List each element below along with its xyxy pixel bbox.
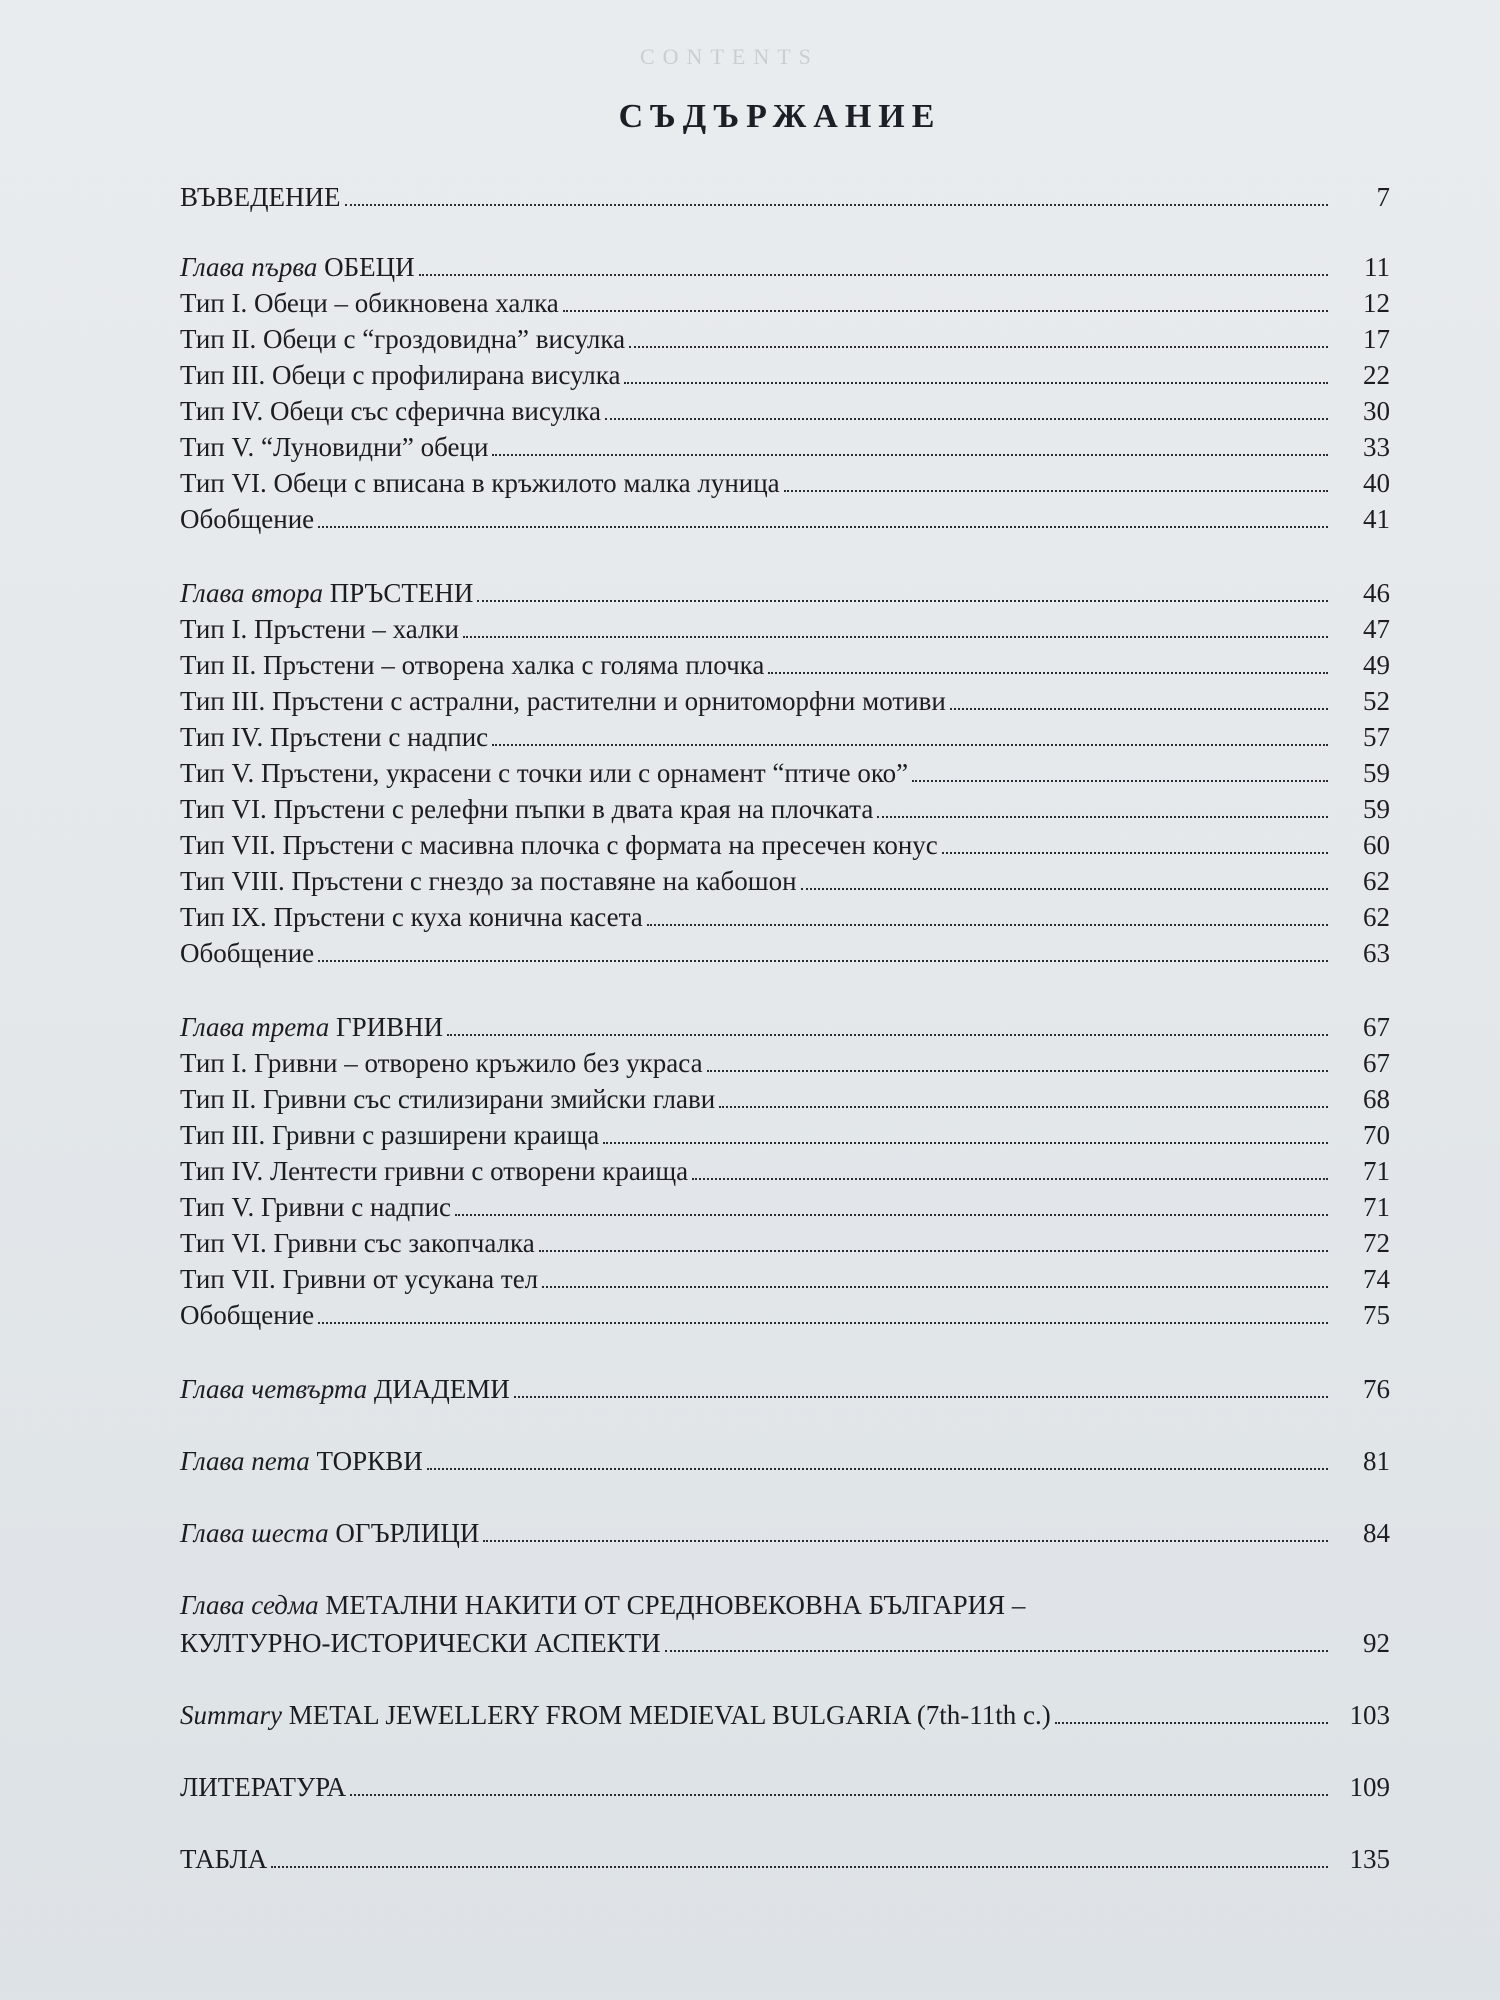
toc-entry: Тип VII. Гривни от усукана тел 74	[180, 1264, 1390, 1294]
page-number: 52	[1363, 686, 1390, 716]
toc-entry: Глава четвърта ДИАДЕМИ 76	[180, 1374, 1390, 1404]
page-number: 67	[1363, 1012, 1390, 1042]
page-number: 72	[1363, 1228, 1390, 1258]
toc-entry: Тип III. Гривни с разширени краища 70	[180, 1120, 1390, 1150]
page-number: 84	[1363, 1518, 1390, 1548]
toc-entry: Тип VII. Пръстени с масивна плочка с формата на пресечен конус 60	[180, 830, 1390, 860]
toc-entry: Тип V. Гривни с надпис 71	[180, 1192, 1390, 1222]
toc-entry: Обобщение 75	[180, 1300, 1390, 1330]
page-number: 76	[1363, 1374, 1390, 1404]
page-number: 22	[1363, 360, 1390, 390]
page-number: 62	[1363, 902, 1390, 932]
page-number: 62	[1363, 866, 1390, 896]
toc-entry: Тип III. Пръстени с астрални, растителни и орнитоморфни мотиви 52	[180, 686, 1390, 716]
page-number: 47	[1363, 614, 1390, 644]
page-number: 81	[1363, 1446, 1390, 1476]
toc-entry: Тип IV. Лентести гривни с отворени краища 71	[180, 1156, 1390, 1186]
toc-entry: ТАБЛА 135	[180, 1844, 1390, 1874]
toc-entry: Глава трета ГРИВНИ 67	[180, 1012, 1390, 1042]
toc-entry: Глава първа ОБЕЦИ 11	[180, 252, 1390, 282]
toc-entry: Summary METAL JEWELLERY FROM MEDIEVAL BULGARIA (7th-11th c.) 103	[180, 1700, 1390, 1730]
page-number: 12	[1363, 288, 1390, 318]
toc-entry: Тип II. Обеци с “гроздовидна” висулка 17	[180, 324, 1390, 354]
toc-entry: Обобщение 63	[180, 938, 1390, 968]
page-number: 92	[1363, 1628, 1390, 1658]
toc-entry: ЛИТЕРАТУРА 109	[180, 1772, 1390, 1802]
toc-entry: КУЛТУРНО-ИСТОРИЧЕСКИ АСПЕКТИ 92	[180, 1628, 1390, 1658]
toc-entry: Тип II. Гривни със стилизирани змийски глави 68	[180, 1084, 1390, 1114]
page-number: 75	[1363, 1300, 1390, 1330]
toc-entry: Тип III. Обеци с профилирана висулка 22	[180, 360, 1390, 390]
page-number: 68	[1363, 1084, 1390, 1114]
toc-entry: Тип VIII. Пръстени с гнездо за поставяне на кабошон 62	[180, 866, 1390, 896]
toc-entry: Тип VI. Обеци с вписана в кръжилото малка луница 40	[180, 468, 1390, 498]
page-number: 41	[1363, 504, 1390, 534]
page-title: СЪДЪРЖАНИЕ	[618, 98, 942, 135]
toc-entry-line1: Глава седма МЕТАЛНИ НАКИТИ ОТ СРЕДНОВЕКОВНА БЪЛГАРИЯ –	[180, 1590, 1026, 1620]
page-number: 63	[1363, 938, 1390, 968]
toc-entry: Тип IV. Обеци със сферична висулка 30	[180, 396, 1390, 426]
page-number: 49	[1363, 650, 1390, 680]
toc-entry: Тип V. “Луновидни” обеци 33	[180, 432, 1390, 462]
page-number: 7	[1376, 182, 1390, 212]
page-number: 71	[1363, 1192, 1390, 1222]
page-number: 30	[1363, 396, 1390, 426]
page-number: 71	[1363, 1156, 1390, 1186]
page-number: 67	[1363, 1048, 1390, 1078]
page-number: 33	[1363, 432, 1390, 462]
toc-entry: Обобщение 41	[180, 504, 1390, 534]
page-number: 46	[1363, 578, 1390, 608]
toc-entry: Тип II. Пръстени – отворена халка с голяма плочка 49	[180, 650, 1390, 680]
page-number: 60	[1363, 830, 1390, 860]
toc-entry: Тип I. Пръстени – халки 47	[180, 614, 1390, 644]
page-number: 59	[1363, 794, 1390, 824]
page-number: 109	[1349, 1772, 1390, 1802]
toc-entry: Глава втора ПРЪСТЕНИ 46	[180, 578, 1390, 608]
show-through-text: CONTENTS	[640, 44, 819, 69]
page-number: 40	[1363, 468, 1390, 498]
toc-entry: Тип V. Пръстени, украсени с точки или с орнамент “птиче око” 59	[180, 758, 1390, 788]
toc-entry: Тип IV. Пръстени с надпис 57	[180, 722, 1390, 752]
toc-entry: Глава пета ТОРКВИ 81	[180, 1446, 1390, 1476]
page-number: 135	[1349, 1844, 1390, 1874]
toc-entry: Тип VI. Пръстени с релефни пъпки в двата края на плочката 59	[180, 794, 1390, 824]
page-number: 11	[1364, 252, 1390, 282]
toc-entry: Тип IX. Пръстени с куха конична касета 62	[180, 902, 1390, 932]
toc-entry: Тип I. Обеци – обикновена халка 12	[180, 288, 1390, 318]
toc-entry: ВЪВЕДЕНИЕ 7	[180, 182, 1390, 212]
page-number: 74	[1363, 1264, 1390, 1294]
toc-entry: Тип VI. Гривни със закопчалка 72	[180, 1228, 1390, 1258]
page-number: 17	[1363, 324, 1390, 354]
toc-entry: Тип I. Гривни – отворено кръжило без украса 67	[180, 1048, 1390, 1078]
page-number: 70	[1363, 1120, 1390, 1150]
page-number: 57	[1363, 722, 1390, 752]
toc-entry: Глава шеста ОГЪРЛИЦИ 84	[180, 1518, 1390, 1548]
page-number: 59	[1363, 758, 1390, 788]
page-number: 103	[1349, 1700, 1390, 1730]
